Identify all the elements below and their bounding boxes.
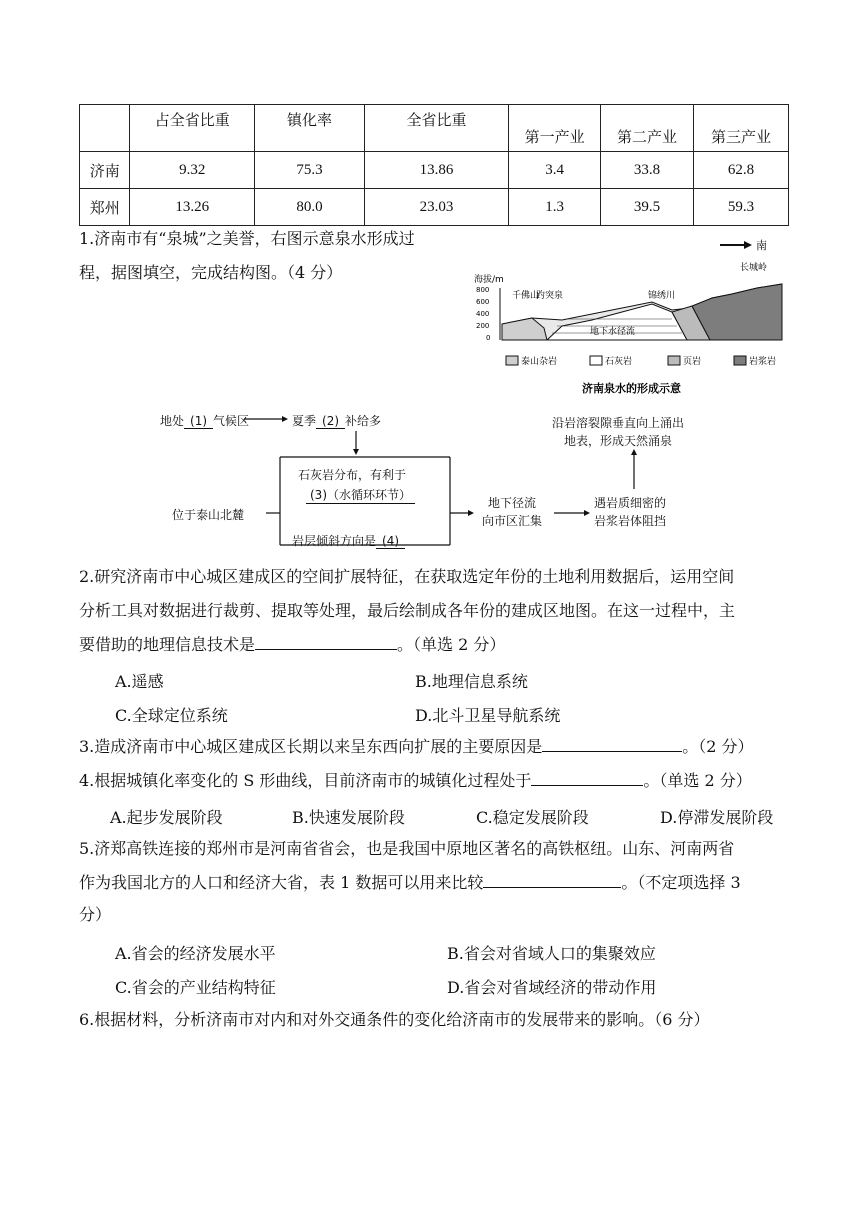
- table-cell: 23.03: [364, 189, 508, 226]
- southern-rock-mass: [692, 284, 782, 340]
- table-cell: 3.4: [509, 152, 601, 189]
- question-text: 4.根据城镇化率变化的 S 形曲线，目前济南市的城镇化过程处于: [79, 771, 532, 790]
- question-text: 。（单选 2 分）: [643, 771, 752, 790]
- blank-4: (4): [376, 534, 405, 549]
- question-6: 6.根据材料，分析济南市对内和对外交通条件的变化给济南市的发展带来的影响。（6 分）: [79, 1010, 710, 1029]
- flow-text: 地下径流: [488, 496, 537, 510]
- table-header-cell: 第一产业: [509, 105, 601, 152]
- table-cell: 75.3: [255, 152, 365, 189]
- flow-text: 向市区汇集: [482, 514, 543, 528]
- table-header-cell: 镇化率: [255, 105, 365, 152]
- blank-2: (2): [316, 414, 345, 429]
- place-label: 长城岭: [740, 263, 768, 273]
- answer-blank[interactable]: [483, 869, 621, 888]
- table-cell: 郑州: [80, 189, 130, 226]
- flow-text: 气候区: [213, 414, 250, 428]
- table-cell: 济南: [80, 152, 130, 189]
- flow-text: 岩层倾斜方向是: [292, 534, 377, 548]
- table-header-cell: 第二产业: [601, 105, 694, 152]
- table-header-cell: [80, 105, 130, 152]
- place-label: 锦绣川: [648, 291, 676, 301]
- q2-option-d[interactable]: D.北斗卫星导航系统: [415, 706, 561, 725]
- flow-text: 遇岩质细密的: [594, 496, 667, 510]
- table-header-cell: 第三产业: [694, 105, 789, 152]
- table-row: [80, 152, 789, 189]
- data-table: [79, 104, 789, 226]
- flow-node-strata: [292, 532, 405, 549]
- question-3: [79, 730, 754, 764]
- table-cell: 80.0: [255, 189, 365, 226]
- q5-option-d[interactable]: D.省会对省域经济的带动作用: [447, 978, 657, 997]
- table-cell: 62.8: [694, 152, 789, 189]
- y-tick: 600: [476, 298, 490, 306]
- q2-option-b[interactable]: B.地理信息系统: [415, 672, 528, 691]
- question-text: 作为我国北方的人口和经济大省，表 1 数据可以用来比较: [79, 873, 484, 892]
- q4-option-d[interactable]: D.停滞发展阶段: [660, 808, 774, 827]
- place-label: 千佛山: [512, 291, 540, 301]
- y-tick: 0: [486, 334, 491, 342]
- flow-text: 岩浆岩体阻挡: [594, 514, 667, 528]
- q5-option-a[interactable]: A.省会的经济发展水平: [115, 944, 276, 963]
- flow-node-water-cycle: [306, 486, 415, 504]
- flow-text: 补给多: [345, 414, 382, 428]
- legend-label: 泰山杂岩: [521, 357, 558, 367]
- question-5-line-1: 5.济郑高铁连接的郑州市是河南省省会，也是我国中原地区著名的高铁枢纽。山东、河南两省: [79, 839, 735, 858]
- y-tick: 200: [476, 322, 490, 330]
- question-5-line-2: [79, 866, 741, 900]
- table-cell: 1.3: [509, 189, 601, 226]
- legend-swatch: [668, 356, 680, 365]
- question-text: 。（单选 2 分）: [397, 635, 506, 654]
- question-text: 3.造成济南市中心城区建成区长期以来呈东西向扩展的主要原因是: [79, 737, 543, 756]
- y-axis-label: 海拔/m: [474, 275, 504, 285]
- y-tick: 400: [476, 310, 490, 318]
- flow-node-limestone: 石灰岩分布，有利于: [298, 468, 407, 482]
- table-cell: 59.3: [694, 189, 789, 226]
- legend-label: 石灰岩: [605, 357, 633, 367]
- q4-option-b[interactable]: B.快速发展阶段: [292, 808, 405, 827]
- blank-3: (3)（水循环环节）: [306, 486, 415, 504]
- question-text: 要借助的地理信息技术是: [79, 635, 256, 654]
- flow-text: 地表，形成天然涌泉: [564, 434, 673, 448]
- aquifer-label: 地下水径流: [590, 327, 636, 337]
- legend-label: 页岩: [683, 357, 702, 367]
- table-header-row: [80, 105, 789, 152]
- answer-blank[interactable]: [255, 631, 397, 650]
- table-row: [80, 189, 789, 226]
- flow-node-converge: [482, 494, 542, 530]
- q4-option-a[interactable]: A.起步发展阶段: [110, 808, 223, 827]
- flow-text: 夏季: [292, 414, 317, 428]
- legend-swatch: [734, 356, 746, 365]
- blank-1: (1): [184, 414, 213, 429]
- q2-option-a[interactable]: A.遥感: [115, 672, 164, 691]
- q2-option-c[interactable]: C.全球定位系统: [115, 706, 228, 725]
- table-cell: 9.32: [130, 152, 255, 189]
- answer-blank[interactable]: [531, 767, 643, 786]
- place-label: 趵突泉: [536, 291, 564, 301]
- question-2-line-2: 分析工具对数据进行裁剪、提取等处理，最后绘制成各年份的建成区地图。在这一过程中，主: [79, 601, 736, 620]
- flow-text: 沿岩溶裂隙垂直向上涌出: [552, 416, 685, 430]
- flow-node-recharge: [292, 412, 381, 429]
- q5-option-b[interactable]: B.省会对省域人口的集聚效应: [447, 944, 656, 963]
- question-1-line-1: 1.济南市有“泉城”之美誉，右图示意泉水形成过: [79, 229, 415, 248]
- spring-formation-figure: [472, 236, 792, 398]
- question-1-line-2: 程，据图填空，完成结构图。（4 分）: [79, 263, 343, 282]
- q4-option-c[interactable]: C.稳定发展阶段: [476, 808, 589, 827]
- flow-node-spring: [552, 414, 684, 450]
- flow-node-location: 位于泰山北麓: [172, 508, 245, 522]
- flow-text: 地处: [160, 414, 185, 428]
- question-5-line-3: 分）: [79, 905, 112, 924]
- table-cell: 39.5: [601, 189, 694, 226]
- legend-label: 岩浆岩: [749, 357, 777, 367]
- question-2-line-3: [79, 628, 505, 662]
- table-cell: 13.26: [130, 189, 255, 226]
- q5-option-c[interactable]: C.省会的产业结构特征: [115, 978, 276, 997]
- flow-node-climate: [160, 412, 249, 429]
- flow-node-blocked: [594, 494, 666, 530]
- direction-label: 南: [756, 239, 767, 252]
- question-text: 。（不定项选择 3: [621, 873, 741, 892]
- question-2-line-1: 2.研究济南市中心城区建成区的空间扩展特征，在获取选定年份的土地利用数据后，运用空间: [79, 567, 735, 586]
- question-4: [79, 764, 752, 798]
- answer-blank[interactable]: [542, 733, 682, 752]
- table-cell: 13.86: [364, 152, 508, 189]
- legend-swatch: [506, 356, 518, 365]
- table-cell: 33.8: [601, 152, 694, 189]
- y-tick: 800: [476, 286, 490, 294]
- question-text: 。（2 分）: [682, 737, 754, 756]
- legend-swatch: [590, 356, 602, 365]
- figure-title: 济南泉水的形成示意: [582, 382, 681, 395]
- table-header-cell: 全省比重: [364, 105, 508, 152]
- table-header-cell: 占全省比重: [130, 105, 255, 152]
